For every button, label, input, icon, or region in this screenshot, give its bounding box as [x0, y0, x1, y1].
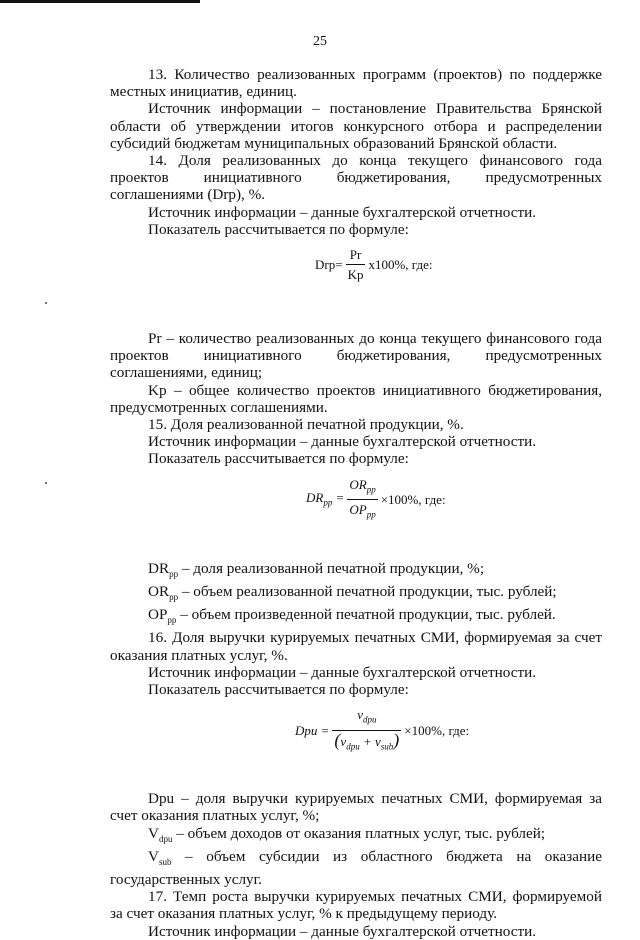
paragraph-13-source: Источник информации – постановление Правительства Брянской области об утверждении итогов конкурсного отбора и распределении субсидий бюджетам муниципальных образований Брянской области. — [110, 100, 602, 152]
formula-dpu-numerator: $v_{dpu}$ — [357, 707, 377, 725]
paragraph-14-source: Источник информации – данные бухгалтерской отчетности. — [148, 203, 537, 221]
definition-kp: Kp – общее количество проектов инициативного бюджетирования, предусмотренных соглашениями. — [110, 381, 602, 416]
paragraph-13: 13. Количество реализованных программ (проектов) по поддержке местных инициатив, единиц. — [110, 66, 602, 101]
formula-dpu-lhs: Dpu = — [295, 723, 330, 739]
top-rule — [0, 0, 200, 3]
definition-vsub: $V_{sub}$ – объем субсидии из областного бюджета на оказание государственных услуг. — [110, 847, 602, 889]
formula-drpp — [110, 476, 602, 542]
paragraph-16: 16. Доля выручки курируемых печатных СМИ, формируемая за счет оказания платных услуг, %. — [110, 629, 602, 664]
formula-drpp-denominator: $OP_{pp}$ — [347, 499, 377, 524]
formula-drp-lhs: Drp= — [315, 257, 343, 273]
formula-drp-rhs: x100%, где: — [368, 257, 433, 273]
paragraph-14-calc: Показатель рассчитывается по формуле: — [148, 220, 409, 238]
paragraph-16-source: Источник информации – данные бухгалтерской отчетности. — [148, 663, 537, 681]
paragraph-15: 15. Доля реализованной печатной продукции, %. — [148, 416, 464, 434]
formula-drp — [110, 246, 602, 312]
formula-drpp-fraction — [347, 476, 377, 525]
page-number: 25 — [313, 34, 327, 49]
paragraph-17-source: Источник информации – данные бухгалтерской отчетности. — [148, 922, 537, 940]
definition-orpp: $OR_{pp}$ – объем реализованной печатной продукции, тыс. рублей; — [148, 582, 557, 602]
formula-drpp-numerator: $OR_{pp}$ — [349, 476, 376, 495]
formula-dpu-denominator: $(v_{dpu} + v_{sub})$ — [332, 730, 401, 756]
paragraph-17: 17. Темп роста выручки курируемых печатных СМИ, формируемой за счет оказания платных услуг, % к предыдущему периоду. — [110, 888, 602, 923]
paragraph-16-calc: Показатель рассчитывается по формуле: — [148, 680, 409, 698]
paragraph-14: 14. Доля реализованных до конца текущего финансового года проектов инициативного бюджетирования, предусмотренных соглашениями (Drp), %. — [110, 152, 602, 204]
formula-dpu-rhs: ×100%, где: — [404, 723, 470, 739]
definition-pr: Pr – количество реализованных до конца текущего финансового года проектов инициативного бюджетирования, предусмотренных соглашениями, единиц; — [110, 330, 602, 382]
formula-drpp-rhs: ×100%, где: — [380, 492, 446, 508]
scan-speck — [45, 482, 47, 484]
formula-dpu — [110, 706, 602, 772]
formula-drp-denominator: Kp — [346, 264, 366, 283]
paragraph-15-calc: Показатель рассчитывается по формуле: — [148, 450, 409, 468]
definition-dpu: Dpu – доля выручки курируемых печатных СМИ, формируемая за счет оказания платных услуг, %; — [110, 790, 602, 825]
formula-drp-numerator: Pr — [349, 247, 362, 263]
formula-drp-fraction — [346, 246, 366, 283]
definition-vdpu: $V_{dpu}$ – объем доходов от оказания платных услуг, тыс. рублей; — [148, 824, 546, 844]
scan-speck — [45, 302, 47, 304]
paragraph-15-source: Источник информации – данные бухгалтерской отчетности. — [148, 433, 537, 451]
definition-oppp: $OP_{pp}$ – объем произведенной печатной продукции, тыс. рублей. — [148, 606, 556, 626]
formula-drpp-lhs: $DR_{pp}$ = — [306, 489, 345, 508]
formula-dpu-fraction — [332, 706, 401, 756]
document-body — [110, 66, 602, 940]
definition-drpp: $DR_{pp}$ – доля реализованной печатной продукции, %; — [148, 559, 485, 579]
